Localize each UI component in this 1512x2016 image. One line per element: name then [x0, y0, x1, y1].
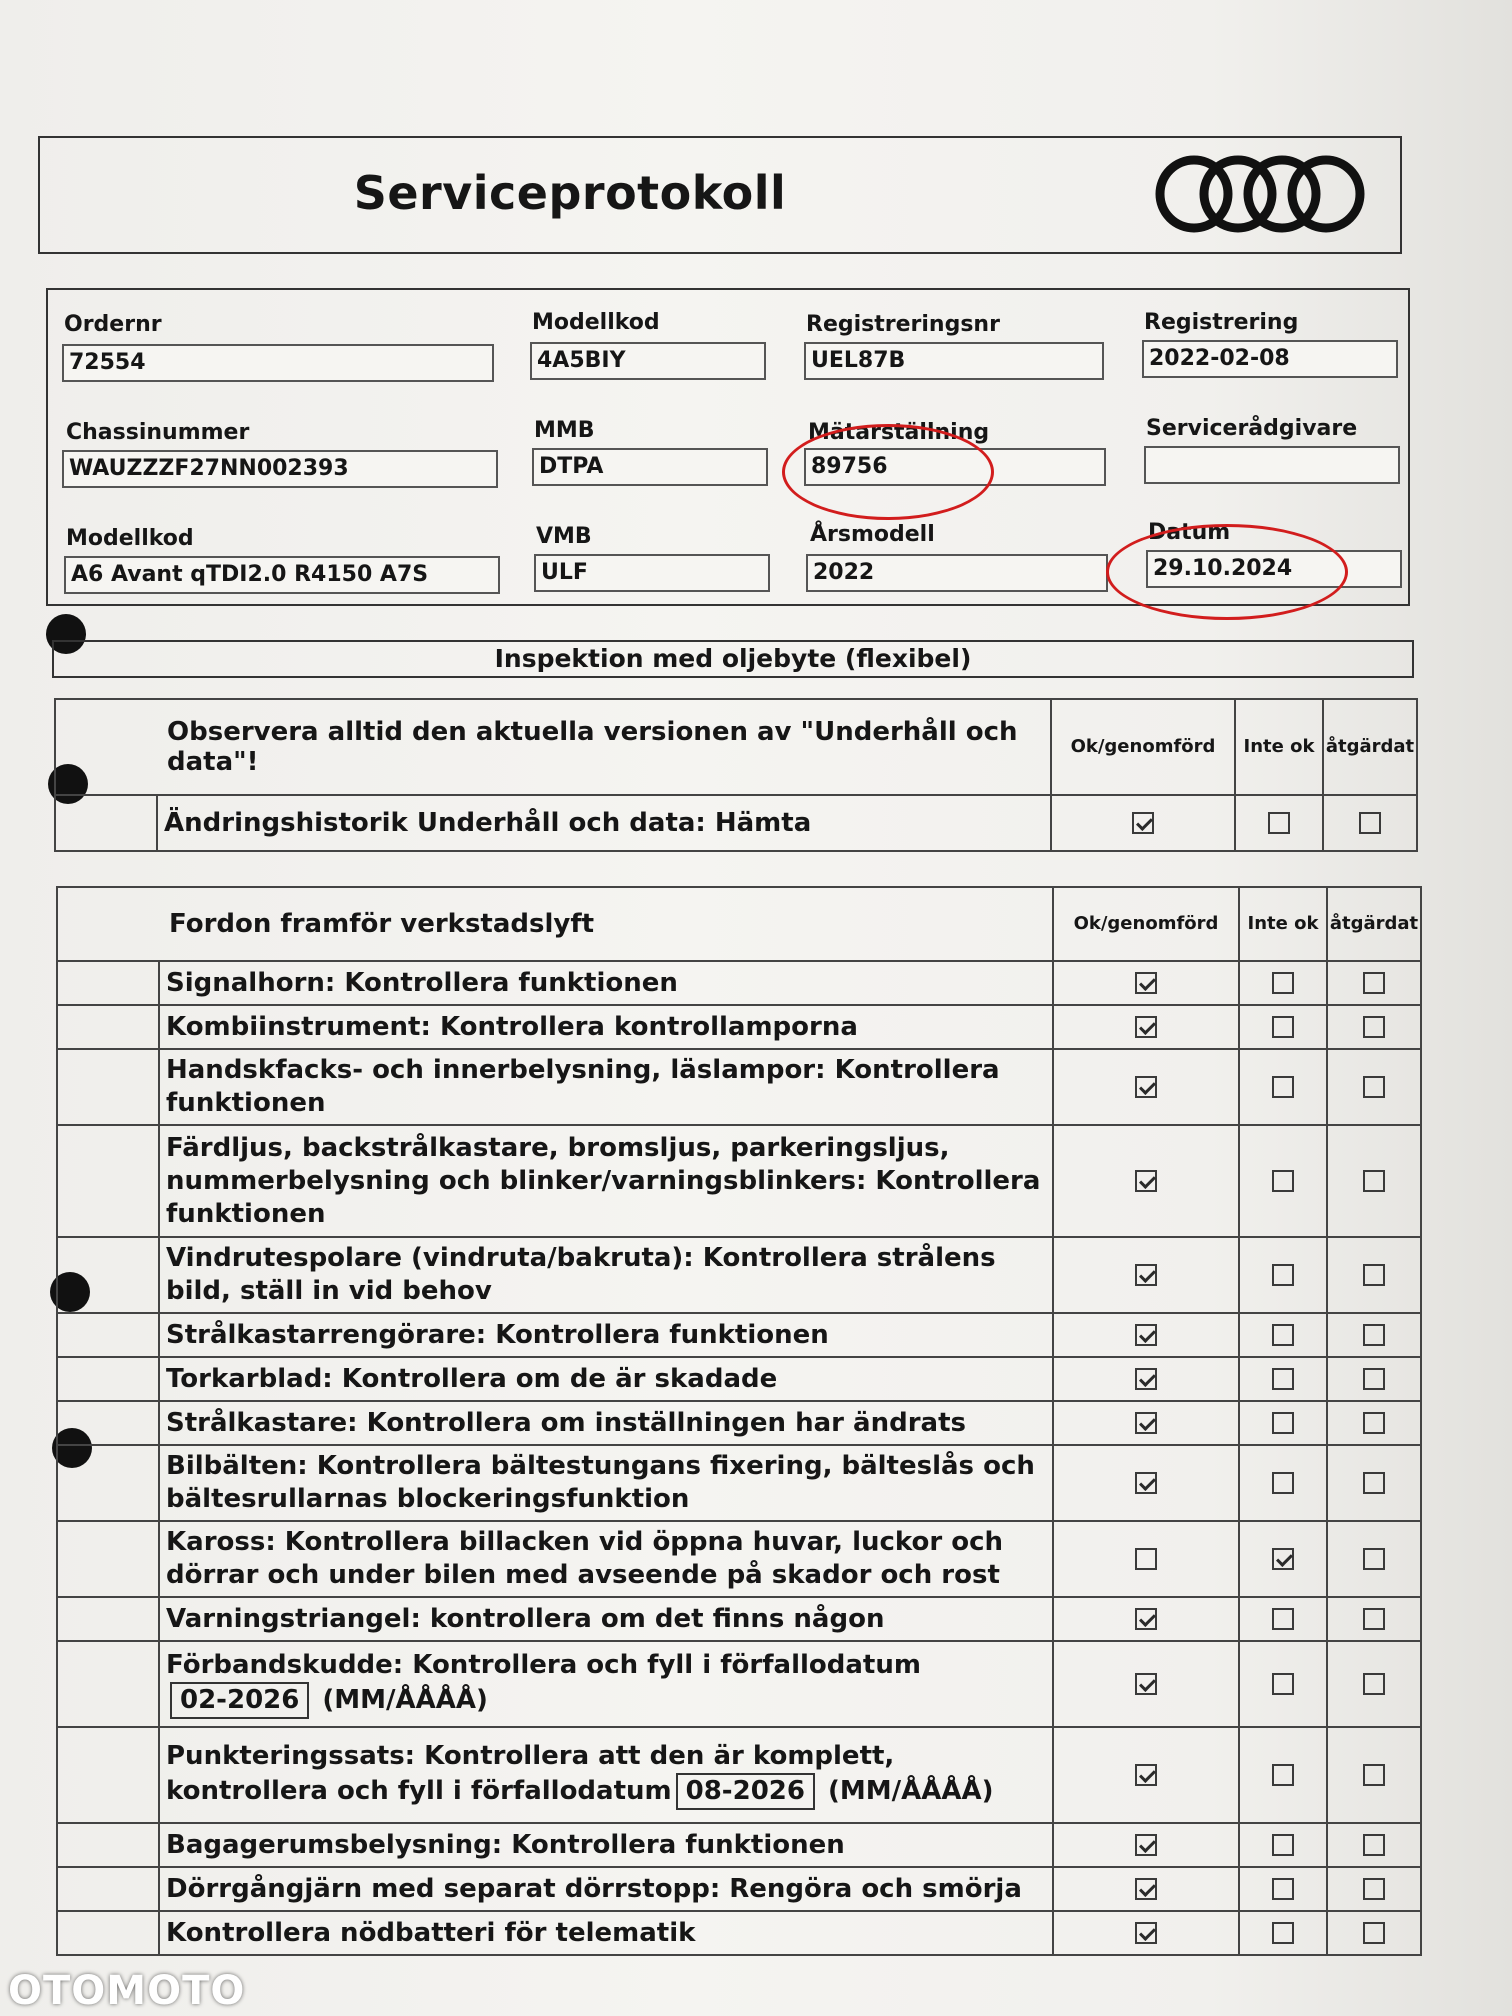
atgardat-checkbox[interactable] — [1363, 972, 1385, 994]
table-row — [57, 1237, 1421, 1313]
atgardat-checkbox[interactable] — [1359, 812, 1381, 834]
atgardat-checkbox[interactable] — [1363, 1170, 1385, 1192]
modellkod-field[interactable]: 4A5BIY — [530, 342, 766, 380]
table-row — [57, 1641, 1421, 1727]
task-label — [159, 1641, 1053, 1727]
atgardat-checkbox[interactable] — [1363, 1878, 1385, 1900]
atgardat-checkbox[interactable] — [1363, 1472, 1385, 1494]
task-label: Strålkastarrengörare: Kontrollera funktionen — [159, 1313, 1053, 1357]
task-label: Vindrutespolare (vindruta/bakruta): Kontrollera strålens bild, ställ in vid behov — [159, 1237, 1053, 1313]
task-label: Bilbälten: Kontrollera bältestungans fixering, bälteslås och bältesrullarnas blockeringsfunktion — [159, 1445, 1053, 1521]
arsmodell-label: Årsmodell — [810, 522, 935, 547]
ok-checkbox[interactable] — [1135, 1548, 1157, 1570]
inte-ok-checkbox[interactable] — [1272, 1922, 1294, 1944]
task-label: Kombiinstrument: Kontrollera kontrollamporna — [159, 1005, 1053, 1049]
page-title: Serviceprotokoll — [353, 166, 787, 220]
table-row — [57, 1049, 1421, 1125]
table-row — [57, 1445, 1421, 1521]
servicaradgivare-field[interactable] — [1144, 446, 1400, 484]
atgardat-checkbox[interactable] — [1363, 1076, 1385, 1098]
atgardat-checkbox[interactable] — [1363, 1834, 1385, 1856]
atgardat-checkbox[interactable] — [1363, 1673, 1385, 1695]
task-label: Kaross: Kontrollera billacken vid öppna huvar, luckor och dörrar och under bilen med avseende på skador och rost — [159, 1521, 1053, 1597]
table-row — [57, 1401, 1421, 1445]
table-row — [57, 1597, 1421, 1641]
service-type-banner: Inspektion med oljebyte (flexibel) — [52, 640, 1414, 678]
vehicle-info-box — [46, 288, 1410, 606]
task-label: Varningstriangel: kontrollera om det finns någon — [159, 1597, 1053, 1641]
table-row — [57, 961, 1421, 1005]
atgardat-checkbox[interactable] — [1363, 1922, 1385, 1944]
inte-ok-checkbox[interactable] — [1272, 1076, 1294, 1098]
mmb-field[interactable]: DTPA — [532, 448, 768, 486]
matarstallning-field[interactable]: 89756 — [804, 448, 1106, 486]
ordernr-label: Ordernr — [64, 312, 162, 337]
inte-ok-checkbox[interactable] — [1272, 1368, 1294, 1390]
ok-checkbox[interactable] — [1135, 1922, 1157, 1944]
section2-table — [56, 886, 1422, 1956]
table-row — [57, 1727, 1421, 1823]
table-row — [57, 1911, 1421, 1955]
chassinummer-field[interactable]: WAUZZZF27NN002393 — [62, 450, 498, 488]
col-ok-header: Ok/genomförd — [1051, 699, 1235, 795]
datum-label: Datum — [1148, 520, 1231, 545]
task-label: Handskfacks- och innerbelysning, läslampor: Kontrollera funktionen — [159, 1049, 1053, 1125]
task-text: Förbandskudde: Kontrollera och fyll i förfallodatum — [166, 1650, 921, 1680]
table-row — [57, 1823, 1421, 1867]
ok-checkbox[interactable] — [1135, 1673, 1157, 1695]
section1-heading: Observera alltid den aktuella versionen av "Underhåll och data"! — [157, 699, 1051, 795]
ok-checkbox[interactable] — [1135, 1608, 1157, 1630]
expiry-date-field[interactable]: 02-2026 — [170, 1682, 309, 1719]
atgardat-checkbox[interactable] — [1363, 1412, 1385, 1434]
task-label: Ändringshistorik Underhåll och data: Hämta — [157, 795, 1051, 851]
task-label: Bagagerumsbelysning: Kontrollera funktionen — [159, 1823, 1053, 1867]
section1-table — [54, 698, 1418, 852]
regnr-field[interactable]: UEL87B — [804, 342, 1104, 380]
ok-checkbox[interactable] — [1135, 1412, 1157, 1434]
regnr-label: Registreringsnr — [806, 312, 1000, 337]
ok-checkbox[interactable] — [1135, 1878, 1157, 1900]
task-label: Signalhorn: Kontrollera funktionen — [159, 961, 1053, 1005]
ok-checkbox[interactable] — [1135, 1170, 1157, 1192]
inte-ok-checkbox[interactable] — [1272, 1834, 1294, 1856]
task-label: Färdljus, backstrålkastare, bromsljus, parkeringsljus, nummerbelysning och blinker/varningsblinkers: Kontrollera funktionen — [159, 1125, 1053, 1237]
inte-ok-checkbox[interactable] — [1272, 1673, 1294, 1695]
task-label — [159, 1727, 1053, 1823]
table-row — [57, 1867, 1421, 1911]
inte-ok-checkbox[interactable] — [1272, 1608, 1294, 1630]
mmb-label: MMB — [534, 418, 595, 443]
col-inte-ok-header: Inte ok — [1235, 699, 1323, 795]
ok-checkbox[interactable] — [1135, 1264, 1157, 1286]
ok-checkbox[interactable] — [1132, 812, 1154, 834]
ok-checkbox[interactable] — [1135, 1076, 1157, 1098]
task-label: Dörrgångjärn med separat dörrstopp: Rengöra och smörja — [159, 1867, 1053, 1911]
ordernr-field[interactable]: 72554 — [62, 344, 494, 382]
ok-checkbox[interactable] — [1135, 1368, 1157, 1390]
table-row — [57, 1313, 1421, 1357]
table-row — [57, 1357, 1421, 1401]
date-highlight-circle — [1106, 524, 1348, 620]
ok-checkbox[interactable] — [1135, 1764, 1157, 1786]
inte-ok-checkbox[interactable] — [1272, 1016, 1294, 1038]
atgardat-checkbox[interactable] — [1363, 1608, 1385, 1630]
datum-field[interactable]: 29.10.2024 — [1146, 550, 1402, 588]
atgardat-checkbox[interactable] — [1363, 1548, 1385, 1570]
inte-ok-checkbox[interactable] — [1272, 1878, 1294, 1900]
modellkod2-field[interactable]: A6 Avant qTDI2.0 R4150 A7S — [64, 556, 500, 594]
section2-heading: Fordon framför verkstadslyft — [159, 887, 1053, 961]
task-label: Strålkastare: Kontrollera om inställningen har ändrats — [159, 1401, 1053, 1445]
task-label: Kontrollera nödbatteri för telematik — [159, 1911, 1053, 1955]
registrering-label: Registrering — [1144, 310, 1299, 335]
atgardat-checkbox[interactable] — [1363, 1324, 1385, 1346]
expiry-date-field[interactable]: 08-2026 — [676, 1773, 815, 1810]
servicaradgivare-label: Servicerådgivare — [1146, 416, 1358, 441]
title-box — [38, 136, 1402, 254]
inte-ok-checkbox[interactable] — [1272, 1170, 1294, 1192]
task-text: Punkteringssats: Kontrollera att den är komplett, kontrollera och fyll i förfallodatum — [166, 1741, 895, 1806]
date-format-hint: (MM/ÅÅÅÅ) — [322, 1685, 488, 1715]
atgardat-checkbox[interactable] — [1363, 1264, 1385, 1286]
task-label: Torkarblad: Kontrollera om de är skadade — [159, 1357, 1053, 1401]
date-format-hint: (MM/ÅÅÅÅ) — [828, 1776, 994, 1806]
inte-ok-checkbox[interactable] — [1272, 1764, 1294, 1786]
inte-ok-checkbox[interactable] — [1272, 972, 1294, 994]
odometer-highlight-circle — [782, 424, 994, 520]
col-inte-ok-header: Inte ok — [1239, 887, 1327, 961]
ok-checkbox[interactable] — [1135, 1472, 1157, 1494]
atgardat-checkbox[interactable] — [1363, 1368, 1385, 1390]
table-row — [57, 1521, 1421, 1597]
atgardat-checkbox[interactable] — [1363, 1764, 1385, 1786]
inte-ok-checkbox[interactable] — [1272, 1548, 1294, 1570]
matarstallning-label: Mätarställning — [808, 420, 990, 445]
modellkod2-label: Modellkod — [66, 526, 194, 551]
otomoto-watermark: OTOMOTO — [8, 1968, 246, 2014]
table-row — [57, 1125, 1421, 1237]
table-row — [57, 1005, 1421, 1049]
inte-ok-checkbox[interactable] — [1272, 1324, 1294, 1346]
col-ok-header: Ok/genomförd — [1053, 887, 1239, 961]
chassinummer-label: Chassinummer — [66, 420, 250, 445]
vmb-field[interactable]: ULF — [534, 554, 770, 592]
atgardat-checkbox[interactable] — [1363, 1016, 1385, 1038]
ok-checkbox[interactable] — [1135, 1324, 1157, 1346]
modellkod-label: Modellkod — [532, 310, 660, 335]
arsmodell-field[interactable]: 2022 — [806, 554, 1108, 592]
audi-rings-logo — [1146, 152, 1376, 236]
inte-ok-checkbox[interactable] — [1272, 1264, 1294, 1286]
inte-ok-checkbox[interactable] — [1272, 1472, 1294, 1494]
col-atgardat-header: åtgärdat — [1323, 699, 1417, 795]
inte-ok-checkbox[interactable] — [1268, 812, 1290, 834]
ok-checkbox[interactable] — [1135, 1834, 1157, 1856]
col-atgardat-header: åtgärdat — [1327, 887, 1421, 961]
vmb-label: VMB — [536, 524, 592, 549]
registrering-field[interactable]: 2022-02-08 — [1142, 340, 1398, 378]
ok-checkbox[interactable] — [1135, 1016, 1157, 1038]
inte-ok-checkbox[interactable] — [1272, 1412, 1294, 1434]
ok-checkbox[interactable] — [1135, 972, 1157, 994]
